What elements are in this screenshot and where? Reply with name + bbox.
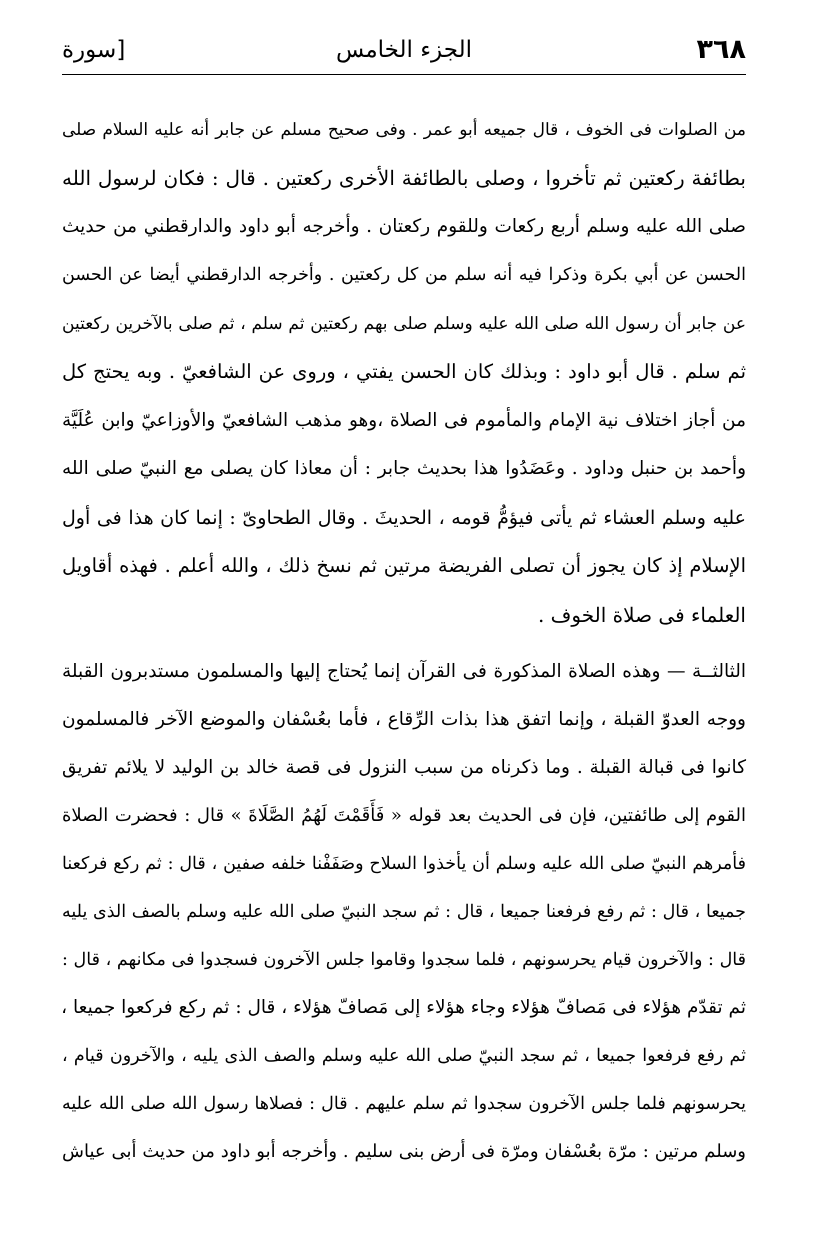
paragraph-1-line: وأحمد بن حنبل وداود . وعَضَدُوا هذا بحديث جابر : أن معاذا كان يصلى مع النبيّ صلى الله [62, 458, 746, 479]
surah-label [62, 36, 139, 64]
paragraph-2-line: كانوا فى قبالة القبلة . وما ذكرناه من سبب النزول فى قصة خالد بن الوليد لا يلائم تفريق [62, 757, 746, 778]
paragraph-2-line: ثم تقدّم هؤلاء فى مَصافّ هؤلاء وجاء هؤلاء إلى مَصافّ هؤلاء ، قال : ثم ركع فركعوا جميعا ، [61, 997, 746, 1018]
surah-label-text: سورة [62, 37, 117, 63]
paragraph-1-line: عن جابر أن رسول الله صلى الله عليه وسلم صلى بهم ركعتين ثم سلم ، ثم صلى بالآخرين ركعتين [62, 314, 746, 334]
running-title: الجزء الخامس [336, 37, 472, 63]
page-number: ٣٦٨ [696, 34, 746, 65]
paragraph-1-line: العلماء فى صلاة الخوف . [537, 603, 746, 627]
paragraph-1-line: صلى الله عليه وسلم أربع ركعات وللقوم ركعتان . وأخرجه أبو داود والدارقطني من حديث [62, 216, 746, 237]
paragraph-2-line: جميعا ، قال : ثم رفع فرفعنا جميعا ، قال : ثم سجد النبيّ صلى الله عليه وسلم بالصف الذى يليه [62, 902, 746, 922]
paragraph-2-line: القوم إلى طائفتين، فإن فى الحديث بعد قوله « فَأَقَمْتَ لَهُمُ الصَّلَاةَ » قال : فحضرت الصلاة [62, 805, 746, 826]
header-rule [62, 74, 746, 75]
paragraph-2-line: يحرسونهم فلما جلس الآخرون سجدوا ثم سلم عليهم . قال : فصلاها رسول الله صلى الله عليه [62, 1094, 746, 1114]
paragraph-2-line: قال : والآخرون قيام يحرسونهم ، فلما سجدوا وقاموا جلس الآخرون فسجدوا فى مكانهم ، قال : [62, 950, 746, 970]
paragraph-2-line: ثم رفع فرفعوا جميعا ، ثم سجد النبيّ صلى الله عليه وسلم والصف الذى يليه ، والآخرون قيام ، [62, 1046, 746, 1066]
paragraph-2-line: وسلم مرتين : مرّة بعُسْفان ومرّة فى أرض بنى سليم . وأخرجه أبو داود من حديث أبى عياش [62, 1141, 746, 1162]
page-header [62, 30, 746, 70]
paragraph-1-line: الإسلام إذ كان يجوز أن تصلى الفريضة مرتين ثم نسخ ذلك ، والله أعلم . فهذه أقاويل [62, 554, 746, 577]
paragraph-1-line: عليه وسلم العشاء ثم يأتى فيؤمُّ قومه ، الحديثَ . وقال الطحاوىّ : إنما كان هذا فى أول [62, 507, 746, 529]
paragraph-1-line: الحسن عن أبي بكرة وذكرا فيه أنه سلم من كل ركعتين . وأخرجه الدارقطني أيضا عن الحسن [62, 265, 746, 285]
paragraph-2-line: الثالثــة — وهذه الصلاة المذكورة فى القرآن إنما يُحتاج إليها والمسلمون مستدبرون القبلة [62, 661, 746, 682]
surah-bracket: [ [116, 37, 126, 63]
paragraph-1-line: ثم سلم . قال أبو داود : وبذلك كان الحسن يفتي ، وروى عن الشافعيّ . وبه يحتج كل [62, 360, 746, 383]
paragraph-1-line: من الصلوات فى الخوف ، قال جميعه أبو عمر . وفى صحيح مسلم عن جابر أنه عليه السلام صلى [62, 120, 746, 140]
paragraph-1-line: بطائفة ركعتين ثم تأخروا ، وصلى بالطائفة الأخرى ركعتين . قال : فكان لرسول الله [62, 166, 746, 190]
paragraph-2-line: ووجه العدوّ القبلة ، وإنما اتفق هذا بذات الرِّقاع ، فأما بعُسْفان والموضع الآخر فالمسلمون [62, 709, 746, 730]
paragraph-2-line: فأمرهم النبيّ صلى الله عليه وسلم أن يأخذوا السلاح وصَفَفْنا خلفه صفين ، قال : ثم ركع فركعنا [62, 854, 746, 874]
paragraph-1-line: من أجاز اختلاف نية الإمام والمأموم فى الصلاة ،وهو مذهب الشافعيّ والأوزاعيّ وابن عُلَيَّة [62, 410, 746, 431]
